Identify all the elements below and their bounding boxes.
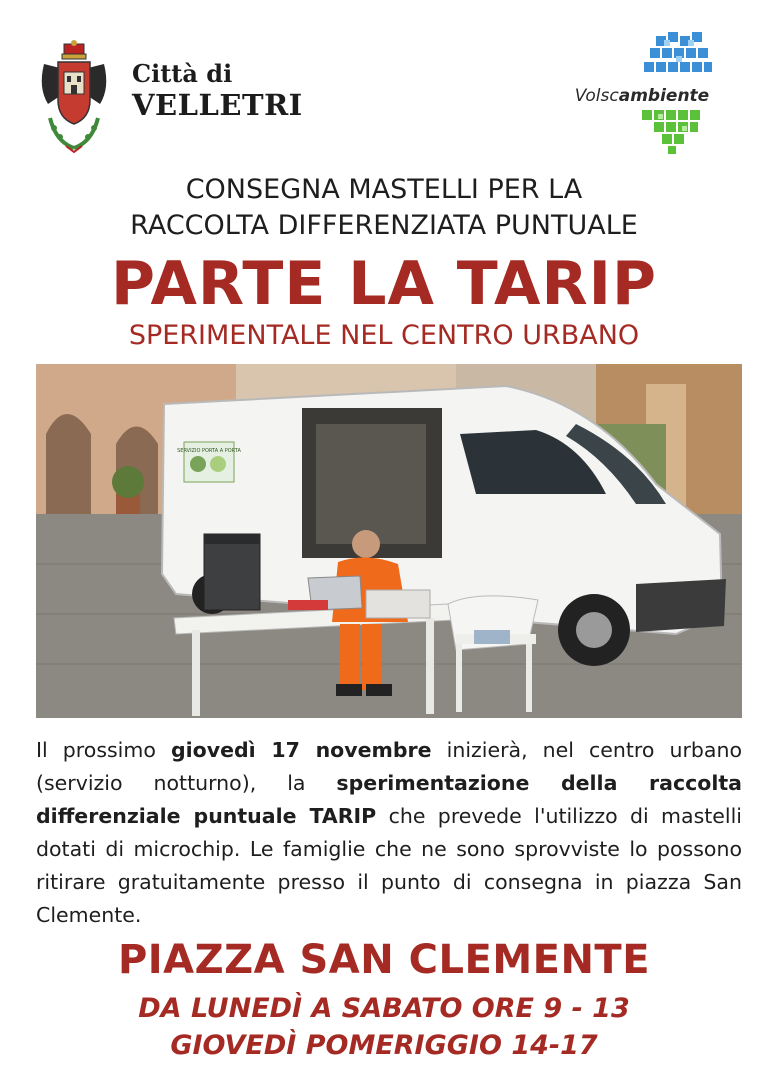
para-highlight: sperimentazione della raccolta differenziale puntuale TARIP — [36, 771, 742, 828]
city-line-2: VELLETRI — [132, 88, 303, 122]
opening-hours-weekdays: DA LUNEDÌ A SABATO ORE 9 - 13 — [138, 993, 630, 1024]
volscambiente-wordmark — [552, 86, 732, 106]
para-part-2: inizierà, nel centro urbano (servizio notturno), la — [36, 738, 743, 795]
location-title: PIAZZA SAN CLEMENTE — [117, 937, 651, 983]
volscambiente-green-mark-icon — [552, 108, 732, 158]
main-subtitle: SPERIMENTALE NEL CENTRO URBANO — [128, 320, 640, 351]
para-part-1: Il prossimo — [36, 738, 171, 762]
velletri-crest-logo — [36, 38, 112, 156]
opening-hours-thursday: GIOVEDÌ POMERIGGIO 14-17 — [170, 1030, 598, 1061]
van-label-text: SERVIZIO PORTA A PORTA — [177, 448, 241, 454]
para-part-3: che prevede l'utilizzo di mastelli dotati di microchip. Le famiglie che ne sono sprovviste lo possono ritirare gratuitamente presso il punto di consegna in piazza San Clemente. — [36, 804, 743, 927]
announcement-paragraph — [36, 734, 742, 932]
delivery-van-photo — [36, 364, 742, 718]
subheading-line-1: CONSEGNA MASTELLI PER LA — [185, 174, 583, 205]
main-title: PARTE LA TARIP — [111, 249, 657, 319]
subheading-line-2: RACCOLTA DIFFERENZIATA PUNTUALE — [130, 210, 638, 241]
volscambiente-blue-mark-icon — [552, 30, 732, 86]
volscambiente-logo — [552, 30, 732, 158]
city-name — [132, 60, 303, 122]
para-date: giovedì 17 novembre — [170, 738, 432, 762]
wordmark-bold: ambiente — [618, 86, 710, 106]
wordmark-regular: Volsc — [574, 86, 619, 106]
city-line-1: Città di — [132, 59, 233, 88]
